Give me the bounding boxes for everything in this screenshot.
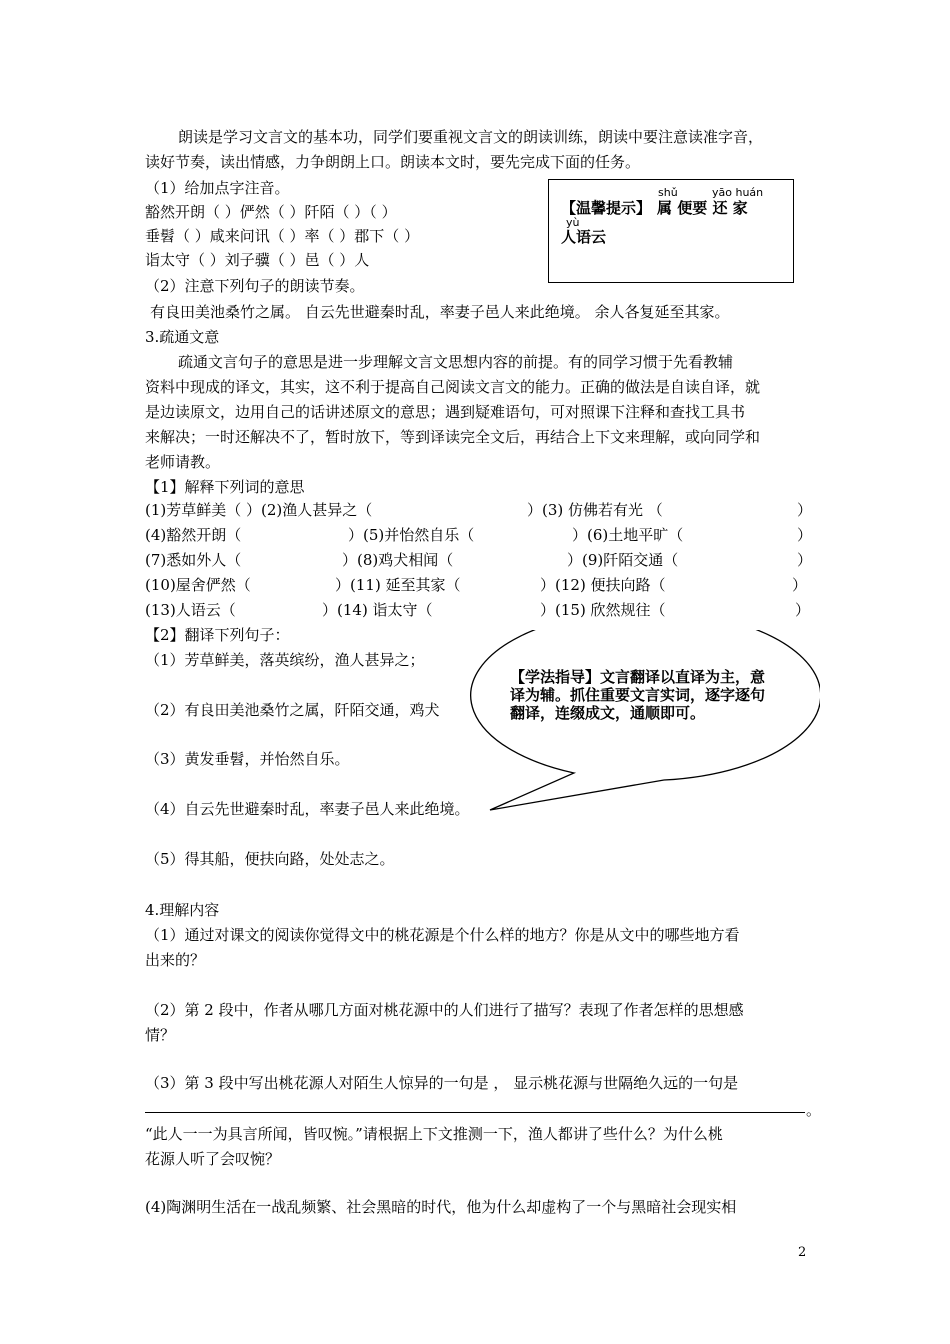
word-row-3-c: ）(9)阡陌交通（ [567, 551, 679, 569]
q1-line-1: （1）通过对课文的阅读你觉得文中的桃花源是个什么样的地方？你是从文中的哪些地方看 [145, 926, 740, 944]
tip-text-line-1: 属 便要 还 家 [657, 199, 748, 217]
translate-item-2: （2）有良田美池桑竹之属，阡陌交通，鸡犬 [145, 701, 440, 719]
speech-bubble [440, 630, 820, 830]
pinyin-shu: shǔ [658, 186, 678, 199]
section4-title: 4.理解内容 [145, 901, 220, 919]
word-row-5-d: ） [795, 601, 811, 619]
q3-line-end: 。 [806, 1101, 822, 1119]
pinyin-yu: yù [566, 216, 580, 229]
word-row-3-a: (7)悉如外人（ [145, 551, 242, 569]
tip-label: 【温馨提示】 [561, 199, 652, 217]
word-row-3-d: ） [797, 551, 813, 569]
q4-line-1: (4)陶渊明生活在一战乱频繁、社会黑暗的时代，他为什么却虚构了一个与黑暗社会现实相 [145, 1198, 737, 1216]
intro-line-1: 朗读是学习文言文的基本功，同学们要重视文言文的朗读训练，朗读中要注意读准字音， [178, 128, 764, 146]
q3-line-2: “此人一一为具言所闻，皆叹惋。”请根据上下文推测一下，渔人都讲了些什么？为什么桃 [145, 1125, 723, 1143]
section3-p4: 来解决；一时还解决不了，暂时放下，等到译读完全文后，再结合上下文来理解，或向同学和 [145, 428, 761, 446]
word-row-4-d: ） [792, 576, 808, 594]
translate-item-4: （4）自云先世避秦时乱，率妻子邑人来此绝境。 [145, 800, 470, 818]
task1-heading: （1）给加点字注音。 [145, 179, 290, 197]
intro-line-2: 读好节奏，读出情感，力争朗朗上口。朗读本文时，要先完成下面的任务。 [145, 153, 641, 171]
task2-sentences: 有良田美池桑竹之属。 自云先世避秦时乱，率妻子邑人来此绝境。 余人各复延至其家。 [150, 303, 730, 321]
pinyin-yao-huan: yāo huán [712, 186, 764, 199]
task1-row-2: 垂髫（ ）咸来问讯（ ）率（ ）郡下（ ） [145, 227, 420, 245]
q2-line-1: （2）第 2 段中，作者从哪几方面对桃花源中的人们进行了描写？表现了作者怎样的思想感 [145, 1001, 744, 1019]
task2-heading: （2）注意下列句子的朗读节奏。 [145, 277, 365, 295]
q1-line-2: 出来的？ [145, 951, 206, 969]
word-row-4-a: (10)屋舍俨然（ [145, 576, 251, 594]
section3-p1: 疏通文言句子的意思是进一步理解文言文思想内容的前提。有的同学习惯于先看教辅 [178, 353, 734, 371]
section3-p5: 老师请教。 [145, 453, 221, 471]
word-row-5-a: (13)人语云（ [145, 601, 236, 619]
q3-line-3: 花源人听了会叹惋？ [145, 1150, 281, 1168]
word-row-2-d: ） [797, 526, 813, 544]
section3-title: 3.疏通文意 [145, 328, 220, 346]
word-row-1-a: (1)芳草鲜美（ ）(2)渔人甚异之（ [145, 501, 373, 519]
word-row-2-a: (4)豁然开朗（ [145, 526, 242, 544]
word-row-4-b: ）(11) 延至其家（ [335, 576, 461, 594]
task1-row-1: 豁然开朗（ ）俨然（ ）阡陌（ ）（ ） [145, 203, 397, 221]
word-row-5-c: ）(15) 欣然规往（ [540, 601, 666, 619]
tip-text-line-2: 人语云 [561, 228, 607, 246]
translate-item-3: （3）黄发垂髫，并怡然自乐。 [145, 750, 350, 768]
q2-line-2: 情？ [145, 1026, 176, 1044]
word-row-2-b: ）(5)并怡然自乐（ [348, 526, 475, 544]
word-row-3-b: ）(8)鸡犬相闻（ [342, 551, 454, 569]
word-row-5-b: ）(14) 诣太守（ [322, 601, 433, 619]
word-row-1-c: ） [797, 501, 813, 519]
words-heading: 【1】解释下列词的意思 [145, 478, 305, 496]
section3-p2: 资料中现成的译文，其实，这不利于提高自己阅读文言文的能力。正确的做法是自读自译，就 [145, 378, 761, 396]
page-number: 2 [798, 1245, 807, 1260]
word-row-2-c: ）(6)土地平旷（ [572, 526, 684, 544]
bubble-text: 【学法指导】文言翻译以直译为主，意译为辅。抓住重要文言实词，逐字逐句翻译，连缀成文，通顺即可。 [510, 668, 766, 722]
section3-p3: 是边读原文，边用自己的话讲述原文的意思；遇到疑难语句，可对照课下注释和查找工具书 [145, 403, 746, 421]
answer-underline [145, 1112, 805, 1113]
translate-item-5: （5）得其船，便扶向路，处处志之。 [145, 850, 395, 868]
word-row-4-c: ）(12) 便扶向路（ [540, 576, 666, 594]
task1-row-3: 诣太守（ ）刘子骥（ ）邑（ ）人 [145, 251, 370, 269]
word-row-1-b: ）(3) 仿佛若有光 （ [527, 501, 663, 519]
translate-item-1: （1）芳草鲜美，落英缤纷，渔人甚异之； [145, 651, 425, 669]
q3-line-1: （3）第 3 段中写出桃花源人对陌生人惊异的一句是 ， 显示桃花源与世隔绝久远的一句是 [145, 1074, 739, 1092]
translate-heading: 【2】翻译下列句子： [145, 626, 290, 644]
